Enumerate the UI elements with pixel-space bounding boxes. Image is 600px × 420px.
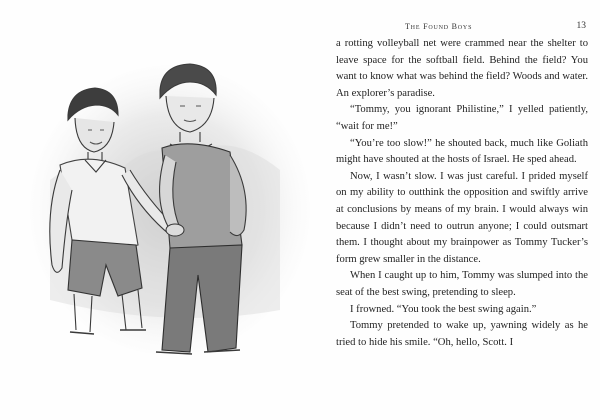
paragraph: “You’re too slow!” he shouted back, much like Goliath might have shouted at the hosts of Israel. He sped ahead. xyxy=(336,137,588,166)
two-boys-handshake-illustration xyxy=(30,60,310,360)
paragraph: Now, I wasn’t slow. I was just careful. I prided myself on my ability to outthink the opposition and swiftly arrive at conclusions by means of my brain. I would always win because I didn’t need to outrun anyone; I could outsmart them. I thought about my brainpower as Tommy Tucker’s form grew smaller in the distance. xyxy=(336,170,588,265)
paragraph: “Tommy, you ignorant Philistine,” I yelled patiently, “wait for me!” xyxy=(336,104,588,132)
paragraph: a rotting volleyball net were crammed near the shelter to leave space for the softball field. Behind the field? You want to know what was behind the field? Woods and water. An explorer’s paradise. xyxy=(336,38,588,99)
running-head xyxy=(330,22,592,36)
body-text xyxy=(336,36,588,351)
page-number: 13 xyxy=(576,21,586,31)
paragraph: Tommy pretended to wake up, yawning widely as he tried to hide his smile. “Oh, hello, Scott. I xyxy=(336,320,588,348)
running-title: The Found Boys xyxy=(405,22,473,31)
right-page xyxy=(330,0,592,420)
paragraph: When I caught up to him, Tommy was slumped into the seat of the best swing, pretending to sleep. xyxy=(336,270,588,298)
pencil-sketch-icon xyxy=(30,60,310,360)
paragraph: I frowned. “You took the best swing again.” xyxy=(350,303,537,315)
